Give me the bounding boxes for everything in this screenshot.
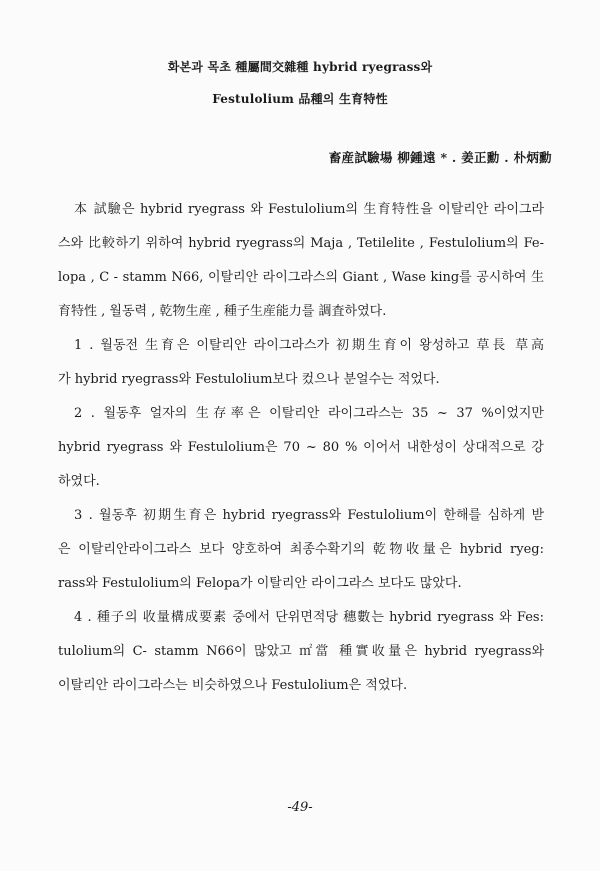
- body-line: 本 試驗은 hybrid ryegrass 와 Festulolium의 生育特性을 이탈리안 라이그라: [74, 202, 544, 217]
- body-line: rass와 Festulolium의 Felopa가 이탈리안 라이그라스 보다도 많았다.: [58, 576, 462, 591]
- body-line: hybrid ryegrass 와 Festulolium은 70 ~ 80 % 이어서 내한성이 상대적으로 강: [58, 440, 544, 455]
- body-line: 4 . 種子의 收量構成要素 중에서 단위면적당 穗數는 hybrid ryegrass 와 Fes:: [74, 610, 544, 625]
- body-line: 은 이탈리안라이그라스 보다 양호하여 최종수확기의 乾物收量은 hybrid ryeg:: [58, 542, 544, 557]
- body-line: 하였다.: [58, 474, 100, 489]
- body-line: 이탈리안 라이그라스는 비슷하였으나 Festulolium은 적었다.: [58, 678, 408, 693]
- author-affiliation: 畜産試驗場 柳鍾遠 * . 姜正勳 . 朴炳勳: [328, 150, 552, 165]
- paper-title-line-2: Festulolium 品種의 生育特性: [212, 92, 388, 106]
- body-line: 育特性 , 월동력 , 乾物生産 , 種子生産能力를 調査하였다.: [58, 304, 387, 319]
- body-line: tulolium의 C- stamm N66이 많았고 ㎡當 種實收量은 hybrid ryegrass와: [58, 644, 544, 659]
- paper-title-line-1: 화본과 목초 種屬間交雜種 hybrid ryegrass와: [167, 60, 433, 74]
- body-line: 2 . 월동후 얼자의 生存率은 이탈리안 라이그라스는 35 ~ 37 %이었지만: [74, 406, 544, 421]
- body-line: 스와 比較하기 위하여 hybrid ryegrass의 Maja , Tetilelite , Festulolium의 Fe-: [58, 236, 544, 251]
- body-line: 3 . 월동후 初期生育은 hybrid ryegrass와 Festulolium이 한해를 심하게 받: [74, 508, 544, 523]
- page-number: -49-: [287, 800, 313, 815]
- body-line: 1 . 월동전 生育은 이탈리안 라이그라스가 初期生育이 왕성하고 草長 草高: [74, 338, 544, 353]
- body-line: 가 hybrid ryegrass와 Festulolium보다 컸으나 분얼수는 적었다.: [58, 372, 440, 387]
- body-line: lopa , C - stamm N66, 이탈리안 라이그라스의 Giant , Wase king를 공시하여 生: [58, 270, 544, 285]
